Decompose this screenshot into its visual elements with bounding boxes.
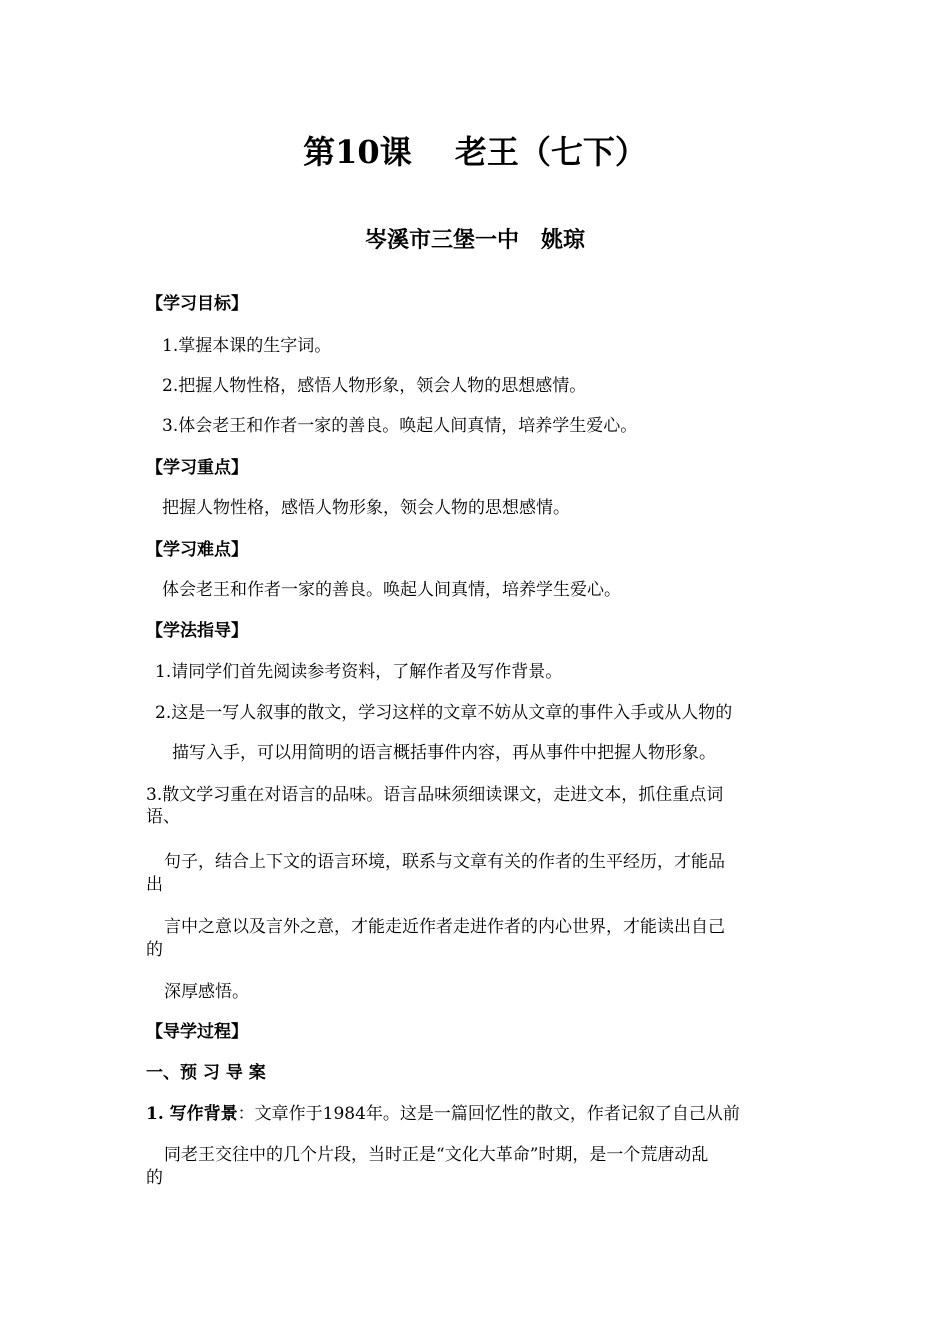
method-item-continued: 言中之意以及言外之意，才能走近作者走进作者的内心世界，才能读出自己 [164, 917, 725, 937]
part-heading: 一、预 习 导 案 [146, 1063, 266, 1083]
method-item-wrap: 出 [146, 875, 163, 895]
method-item: 2.这是一写人叙事的散文，学习这样的文章不妨从文章的事件入手或从人物的 [155, 703, 733, 723]
heading-difficulties: 【学习难点】 [146, 540, 248, 560]
difficulties-text: 体会老王和作者一家的善良。唤起人间真情，培养学生爱心。 [162, 580, 621, 600]
method-item-continued: 深厚感悟。 [164, 982, 249, 1002]
heading-learning-goals: 【学习目标】 [146, 294, 248, 314]
background-text: ：文章作于1984年。这是一篇回忆性的散文，作者记叙了自己从前 [237, 1104, 740, 1124]
method-item-wrap: 的 [146, 940, 163, 960]
method-item-continued: 描写入手，可以用简明的语言概括事件内容，再从事件中把握人物形象。 [172, 743, 716, 763]
background-wrap: 的 [146, 1168, 163, 1188]
goal-item: 2.把握人物性格，感悟人物形象，领会人物的思想感情。 [162, 376, 587, 396]
heading-key-points: 【学习重点】 [146, 458, 248, 478]
goal-item: 3.体会老王和作者一家的善良。唤起人间真情，培养学生爱心。 [162, 416, 638, 436]
method-item: 1.请同学们首先阅读参考资料，了解作者及写作背景。 [155, 662, 563, 682]
heading-guided-process: 【导学过程】 [146, 1022, 248, 1042]
background-label: 1. 写作背景 [146, 1104, 238, 1124]
heading-study-method: 【学法指导】 [146, 621, 248, 641]
author-line: 岑溪市三堡一中 姚琼 [364, 227, 585, 253]
method-item: 3.散文学习重在对语言的品味。语言品味须细读课文，走进文本，抓住重点词 [146, 785, 724, 805]
background-continued: 同老王交往中的几个片段，当时正是“文化大革命”时期，是一个荒唐动乱 [164, 1145, 709, 1165]
goal-item: 1.掌握本课的生字词。 [162, 336, 332, 356]
background-paragraph [146, 1104, 740, 1124]
key-points-text: 把握人物性格，感悟人物形象，领会人物的思想感情。 [162, 498, 570, 518]
method-item-continued: 句子，结合上下文的语言环境，联系与文章有关的作者的生平经历，才能品 [164, 852, 725, 872]
method-item-wrap: 语、 [146, 807, 180, 827]
page-title: 第10课 老王（七下） [303, 133, 647, 171]
